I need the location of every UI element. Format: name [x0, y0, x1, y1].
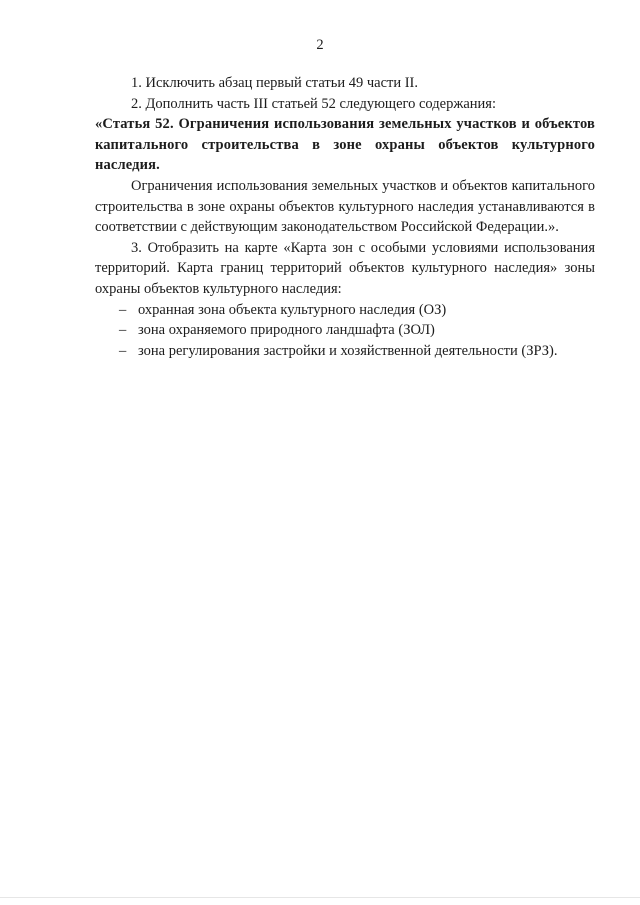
list-item-2: 2. Дополнить часть III статьей 52 следующего содержания: — [131, 95, 496, 112]
list-item-3: 3. Отобразить на карте «Карта зон с особыми условиями использования территорий. Карта границ территорий объектов культурного наследия» зоны охраны объектов культурного наследия: — [95, 239, 595, 297]
document-body — [95, 73, 595, 361]
zone-list-item — [95, 320, 595, 341]
zone-label: охранная зона объекта культурного наследия (ОЗ) — [138, 301, 447, 318]
zone-label: зона охраняемого природного ландшафта (ЗОЛ) — [138, 322, 435, 339]
zone-list — [95, 300, 595, 362]
dash-marker: – — [119, 301, 127, 318]
dash-marker: – — [119, 342, 127, 359]
zone-list-item — [95, 341, 595, 362]
article-paragraph: Ограничения использования земельных участков и объектов капитального строительства в зоне охраны объектов культурного наследия устанавливаются в соответствии с действующим законодательством Российской Федерации.». — [95, 177, 595, 236]
zone-list-item — [95, 300, 595, 321]
list-item-1: 1. Исключить абзац первый статьи 49 части II. — [131, 75, 419, 91]
page-number: 2 — [316, 37, 324, 53]
article-heading: «Статья 52. Ограничения использования земельных участков и объектов капитального строительства в зоне охраны объектов культурного наследия. — [95, 116, 595, 174]
dash-marker: – — [119, 322, 127, 339]
zone-label: зона регулирования застройки и хозяйственной деятельности (ЗРЗ). — [138, 342, 558, 359]
scan-edge-line — [0, 897, 640, 898]
